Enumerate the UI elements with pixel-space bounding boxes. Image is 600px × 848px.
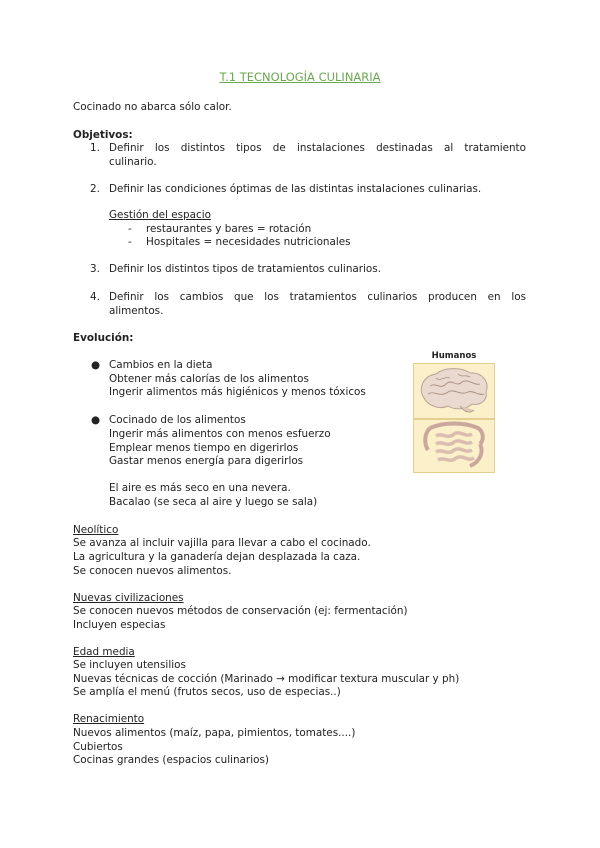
dash-bullet: - bbox=[128, 223, 132, 235]
list-number: 4. bbox=[90, 291, 100, 303]
civilizaciones-line-2: Incluyen especias bbox=[73, 619, 166, 631]
objetivos-heading: Objetivos: bbox=[73, 129, 133, 141]
intestine-icon bbox=[414, 420, 494, 472]
gestion-heading: Gestión del espacio bbox=[109, 209, 211, 221]
evolucion-note-1: El aire es más seco en una nevera. bbox=[109, 482, 291, 494]
renacimiento-line-2: Cubiertos bbox=[73, 741, 123, 753]
objective-2-line-1: Definir las condiciones óptimas de las distintas instalaciones culinarias. bbox=[109, 183, 482, 195]
neolitico-line-3: Se conocen nuevos alimentos. bbox=[73, 565, 232, 577]
edad-media-line-1: Se incluyen utensilios bbox=[73, 659, 186, 671]
evolucion-item-1-line-3: Ingerir alimentos más higiénicos y menos tóxicos bbox=[109, 386, 366, 398]
evolucion-item-2-line-4: Gastar menos energía para digerirlos bbox=[109, 455, 304, 467]
evolucion-heading: Evolución: bbox=[73, 332, 134, 344]
evolucion-item-1-line-2: Obtener más calorías de los alimentos bbox=[109, 373, 309, 385]
list-number: 3. bbox=[90, 263, 100, 275]
humanos-figure bbox=[413, 351, 495, 472]
list-number: 2. bbox=[90, 183, 100, 195]
section-heading-neolitico: Neolítico bbox=[73, 524, 119, 536]
evolucion-item-2-line-2: Ingerir más alimentos con menos esfuerzo bbox=[109, 428, 331, 440]
list-number: 1. bbox=[90, 142, 100, 154]
figure-label: Humanos bbox=[431, 351, 477, 361]
objective-4-line-2: alimentos. bbox=[109, 305, 164, 317]
page-title: T.1 TECNOLOGÍA CULINARIA bbox=[219, 70, 381, 84]
neolitico-line-2: La agricultura y la ganadería dejan desplazada la caza. bbox=[73, 551, 361, 563]
intestine-illustration bbox=[413, 419, 495, 473]
section-heading-renacimiento: Renacimiento bbox=[73, 713, 145, 725]
evolucion-note-2: Bacalao (se seca al aire y luego se sala) bbox=[109, 496, 318, 508]
brain-illustration bbox=[413, 363, 495, 419]
evolucion-item-1-line-1: Cambios en la dieta bbox=[109, 359, 213, 371]
edad-media-line-3: Se amplía el menú (frutos secos, uso de especias..) bbox=[73, 686, 341, 698]
intro-text: Cocinado no abarca sólo calor. bbox=[73, 101, 232, 113]
gestion-item-2: Hospitales = necesidades nutricionales bbox=[146, 236, 351, 248]
brain-icon bbox=[414, 364, 494, 418]
civilizaciones-line-1: Se conocen nuevos métodos de conservación (ej: fermentación) bbox=[73, 605, 408, 617]
evolucion-item-2-line-3: Emplear menos tiempo en digerirlos bbox=[109, 442, 299, 454]
bullet-dot: ● bbox=[91, 359, 101, 371]
objective-1-line-1: Definir los distintos tipos de instalaciones destinadas al tratamiento bbox=[109, 142, 526, 154]
gestion-item-1: restaurantes y bares = rotación bbox=[146, 223, 312, 235]
objective-3-line-1: Definir los distintos tipos de tratamientos culinarios. bbox=[109, 263, 382, 275]
renacimiento-line-1: Nuevos alimentos (maíz, papa, pimientos, tomates....) bbox=[73, 727, 356, 739]
objective-1-line-2: culinario. bbox=[109, 156, 157, 168]
section-heading-nuevas-civilizaciones: Nuevas civilizaciones bbox=[73, 592, 184, 604]
evolucion-item-2-line-1: Cocinado de los alimentos bbox=[109, 414, 246, 426]
section-heading-edad-media: Edad media bbox=[73, 646, 135, 658]
renacimiento-line-3: Cocinas grandes (espacios culinarios) bbox=[73, 754, 269, 766]
dash-bullet: - bbox=[128, 236, 132, 248]
edad-media-line-2: Nuevas técnicas de cocción (Marinado → modificar textura muscular y ph) bbox=[73, 673, 460, 685]
objective-4-line-1: Definir los cambios que los tratamientos culinarios producen en los bbox=[109, 291, 526, 303]
neolitico-line-1: Se avanza al incluir vajilla para llevar a cabo el cocinado. bbox=[73, 537, 371, 549]
bullet-dot: ● bbox=[91, 414, 101, 426]
